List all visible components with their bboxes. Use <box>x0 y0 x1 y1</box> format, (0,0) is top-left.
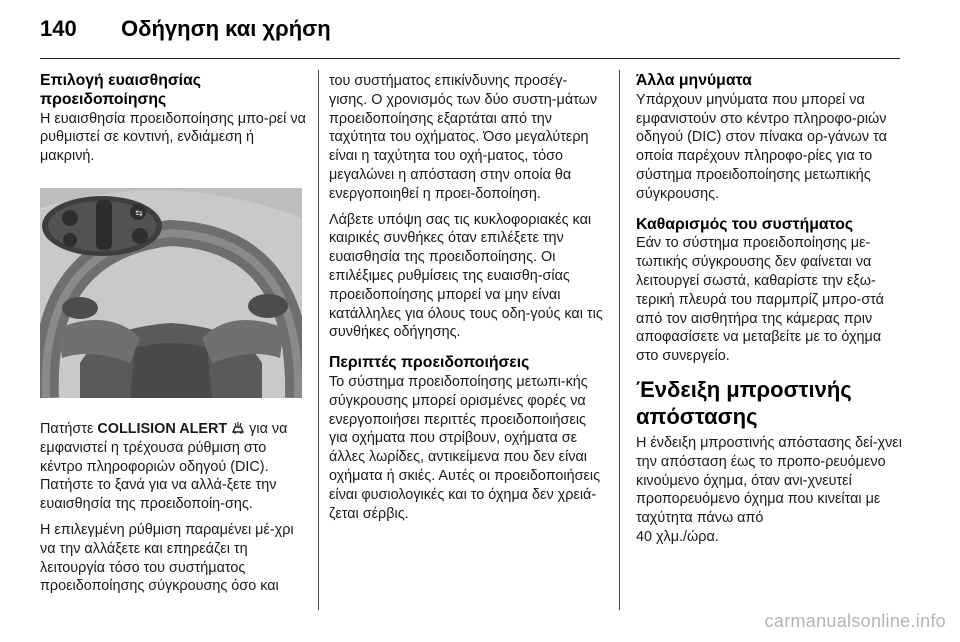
column-3 <box>636 72 904 547</box>
paragraph-system-cleaning: Εάν το σύστημα προειδοποίησης με-τωπικής σύγκρουσης δεν φαίνεται να λειτουργεί σωστά, καθαρίστε την εξω-τερική πλευρά του παρμπρίζ μπρο-στά από τον αισθητήρα της κάμερας πριν αποφασίσετε να μεταβείτε με το όχημα στο συνεργείο. <box>636 235 885 365</box>
header-rule <box>40 58 900 59</box>
paragraph-other-messages: Υπάρχουν μηνύματα που μπορεί να εμφανιστούν στο κέντρο πληροφο-ριών οδηγού (DIC) στον πίνακα ορ-γάνων τα οποία παρέχουν πληροφο-ρίες για το σύστημα προειδοποίησης μετωπικής σύγκρουσης. <box>636 91 887 202</box>
heading-following-distance-line2: απόστασης <box>636 403 758 429</box>
column-divider-2 <box>619 70 620 610</box>
page-number: 140 <box>40 16 77 41</box>
paragraph-following-distance: Η ένδειξη μπροστινής απόστασης δεί-χνει την απόσταση έως το προπο-ρευόμενο κινούμενο όχημα, όταν ανι-χνευτεί προπορευόμενο όχημα που κινείται με ταχύτητα πάνω από <box>636 434 902 527</box>
heading-sensitivity-line1: Επιλογή ευαισθησίας <box>40 72 201 89</box>
collision-alert-button-label: COLLISION ALERT <box>97 420 228 437</box>
paragraph-conditions: Λάβετε υπόψη σας τις κυκλοφοριακές και καιρικές συνθήκες όταν επιλέξετε την ευαισθησία της προειδοποίησης. Οι επιλέξιμες ρυθμίσεις της ευαισθη-σίας προειδοποίησης μπορεί να μην είναι κατάλληλες για όλους τους οδη-γούς και τις συνθήκες οδήγησης. <box>329 211 603 341</box>
heading-unnecessary-alerts: Περιπτές προειδοποιήσεις <box>329 354 530 372</box>
heading-system-cleaning: Καθαρισμός του συστήματος <box>636 215 854 233</box>
paragraph-setting-persists: Η επιλεγμένη ρύθμιση παραμένει μέ-χρι να την αλλάξετε και επηρεάζει τη λειτουργία τόσο του συστήματος προειδοποίησης σύγκρουσης όσο και <box>40 521 294 595</box>
svg-text:⇆: ⇆ <box>135 208 143 219</box>
paragraph-timing: του συστήματος επικίνδυνης προσέγ-γισης. Ο χρονισμός των δύο συστη-μάτων προειδοποίησης εξαρτάται από την ταχύτητα του οχήματος. Όσο μεγαλύτερη είναι η ταχύτητα του οχή-ματος, τόσο μεγαλώνει η απόσταση στην οποία θα ενεργοποιηθεί η προει-δοποίηση. <box>329 73 598 202</box>
site-watermark: carmanualsonline.info <box>764 611 946 631</box>
paragraph-collision-alert: Πατήστε COLLISION ALERT για να εμφανιστεί η τρέχουσα ρύθμιση στο κέντρο πληροφοριών οδηγού (DIC). Πατήστε το ξανά για να αλλά-ξετε την ευαισθησία της προειδοποίη-σης. <box>40 420 288 513</box>
paragraph-unnecessary-alerts: Το σύστημα προειδοποίησης μετωπι-κής σύγκρουσης μπορεί ορισμένες φορές να ενεργοποιήσει περιττές προειδοποιήσεις για οχήματα που στρίβουν, οχήματα σε άλλες λωρίδες, αντικείμενα που δεν είναι οχήματα ή σκιές. Αυτές οι προειδοποιήσεις είναι φυσιολογικές και το όχημα δεν χρειά-ζεται σέρβις. <box>329 373 601 522</box>
heading-following-distance-line1: Ένδειξη μπροστινής <box>636 376 852 402</box>
column-2 <box>329 72 605 523</box>
steering-wheel-image <box>40 188 302 398</box>
column-1 <box>40 72 306 596</box>
column-divider-1 <box>318 70 319 610</box>
page-title: Οδήγηση και χρήση <box>121 16 331 41</box>
collision-alert-icon <box>231 422 245 434</box>
paragraph-sensitivity-intro: Η ευαισθησία προειδοποίησης μπο-ρεί να ρυθμιστεί σε κοντινή, ενδιάμεση ή μακρινή. <box>40 110 306 165</box>
heading-sensitivity-line2: προειδοποίησης <box>40 90 167 108</box>
steering-wheel-icon <box>40 188 302 398</box>
speed-threshold: 40 χλμ./ώρα. <box>636 528 719 545</box>
heading-other-messages: Άλλα μηνύματα <box>636 72 752 89</box>
